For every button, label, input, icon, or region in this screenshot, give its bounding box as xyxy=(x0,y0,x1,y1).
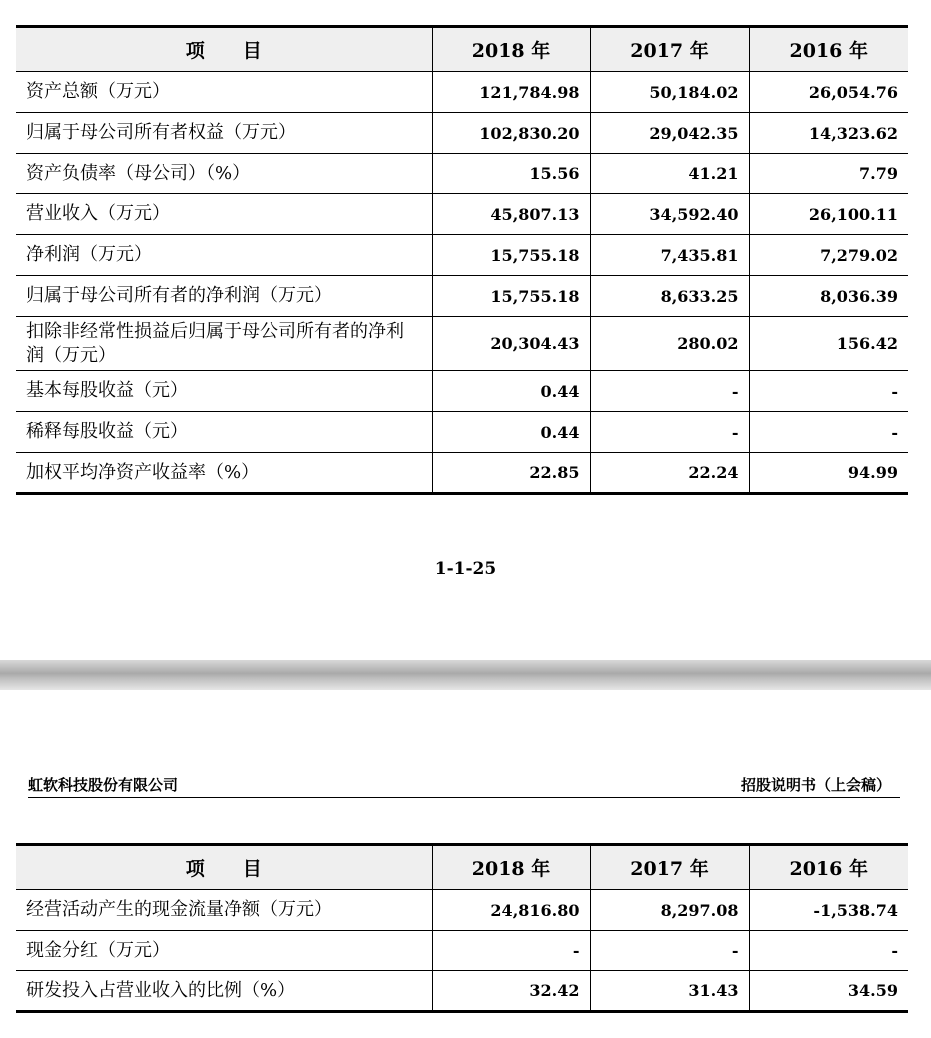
row-label: 资产负债率（母公司）（%） xyxy=(16,154,432,194)
header-2016: 2016 年 xyxy=(749,845,908,890)
cell-2016: 8,036.39 xyxy=(749,276,908,317)
financial-table-1 xyxy=(16,25,908,495)
cell-2017: - xyxy=(590,412,749,453)
row-label: 资产总额（万元） xyxy=(16,72,432,113)
table-row xyxy=(16,890,908,931)
table-row xyxy=(16,154,908,194)
table-row xyxy=(16,194,908,235)
cell-2016: 34.59 xyxy=(749,971,908,1012)
company-name: 虹软科技股份有限公司 xyxy=(28,776,179,794)
row-label: 现金分红（万元） xyxy=(16,931,432,971)
cell-2016: - xyxy=(749,412,908,453)
table-row xyxy=(16,971,908,1012)
cell-2016: 156.42 xyxy=(749,317,908,371)
cell-2017: 22.24 xyxy=(590,453,749,494)
row-label: 加权平均净资产收益率（%） xyxy=(16,453,432,494)
table-row xyxy=(16,371,908,412)
cell-2018: 0.44 xyxy=(432,412,590,453)
cell-2016: 14,323.62 xyxy=(749,113,908,154)
header-2018: 2018 年 xyxy=(432,845,590,890)
row-label: 研发投入占营业收入的比例（%） xyxy=(16,971,432,1012)
cell-2017: 41.21 xyxy=(590,154,749,194)
table-row xyxy=(16,276,908,317)
cell-2018: - xyxy=(432,931,590,971)
cell-2016: 7.79 xyxy=(749,154,908,194)
cell-2016: - xyxy=(749,931,908,971)
cell-2017: 29,042.35 xyxy=(590,113,749,154)
table-row xyxy=(16,72,908,113)
cell-2018: 32.42 xyxy=(432,971,590,1012)
cell-2018: 15,755.18 xyxy=(432,276,590,317)
cell-2018: 121,784.98 xyxy=(432,72,590,113)
cell-2018: 22.85 xyxy=(432,453,590,494)
cell-2017: 280.02 xyxy=(590,317,749,371)
cell-2017: 8,633.25 xyxy=(590,276,749,317)
row-label: 净利润（万元） xyxy=(16,235,432,276)
cell-2017: 7,435.81 xyxy=(590,235,749,276)
cell-2018: 24,816.80 xyxy=(432,890,590,931)
row-label: 营业收入（万元） xyxy=(16,194,432,235)
document-title: 招股说明书（上会稿） xyxy=(740,776,891,794)
table-row xyxy=(16,931,908,971)
header-2018: 2018 年 xyxy=(432,27,590,72)
cell-2016: -1,538.74 xyxy=(749,890,908,931)
table-row xyxy=(16,235,908,276)
table-row xyxy=(16,453,908,494)
cell-2018: 45,807.13 xyxy=(432,194,590,235)
row-label: 扣除非经常性损益后归属于母公司所有者的净利润（万元） xyxy=(16,317,432,371)
cell-2016: 7,279.02 xyxy=(749,235,908,276)
header-item: 项 目 xyxy=(16,845,432,890)
cell-2016: 26,054.76 xyxy=(749,72,908,113)
cell-2018: 102,830.20 xyxy=(432,113,590,154)
cell-2017: 50,184.02 xyxy=(590,72,749,113)
header-rule xyxy=(28,797,900,798)
row-label: 经营活动产生的现金流量净额（万元） xyxy=(16,890,432,931)
row-label: 归属于母公司所有者的净利润（万元） xyxy=(16,276,432,317)
header-item: 项 目 xyxy=(16,27,432,72)
row-label: 基本每股收益（元） xyxy=(16,371,432,412)
cell-2017: 8,297.08 xyxy=(590,890,749,931)
cell-2018: 15,755.18 xyxy=(432,235,590,276)
cell-2017: - xyxy=(590,371,749,412)
header-2016: 2016 年 xyxy=(749,27,908,72)
cell-2018: 0.44 xyxy=(432,371,590,412)
row-label: 归属于母公司所有者权益（万元） xyxy=(16,113,432,154)
cell-2017: 31.43 xyxy=(590,971,749,1012)
cell-2016: 26,100.11 xyxy=(749,194,908,235)
page-break-divider xyxy=(0,660,931,690)
cell-2018: 15.56 xyxy=(432,154,590,194)
cell-2016: 94.99 xyxy=(749,453,908,494)
cell-2017: - xyxy=(590,931,749,971)
header-2017: 2017 年 xyxy=(590,27,749,72)
cell-2016: - xyxy=(749,371,908,412)
cell-2017: 34,592.40 xyxy=(590,194,749,235)
financial-table-2 xyxy=(16,843,908,1013)
page-number: 1-1-25 xyxy=(434,559,497,579)
table-row xyxy=(16,412,908,453)
table-header-row xyxy=(16,27,908,72)
table-row xyxy=(16,113,908,154)
row-label: 稀释每股收益（元） xyxy=(16,412,432,453)
header-2017: 2017 年 xyxy=(590,845,749,890)
table-header-row xyxy=(16,845,908,890)
cell-2018: 20,304.43 xyxy=(432,317,590,371)
table-row xyxy=(16,317,908,371)
